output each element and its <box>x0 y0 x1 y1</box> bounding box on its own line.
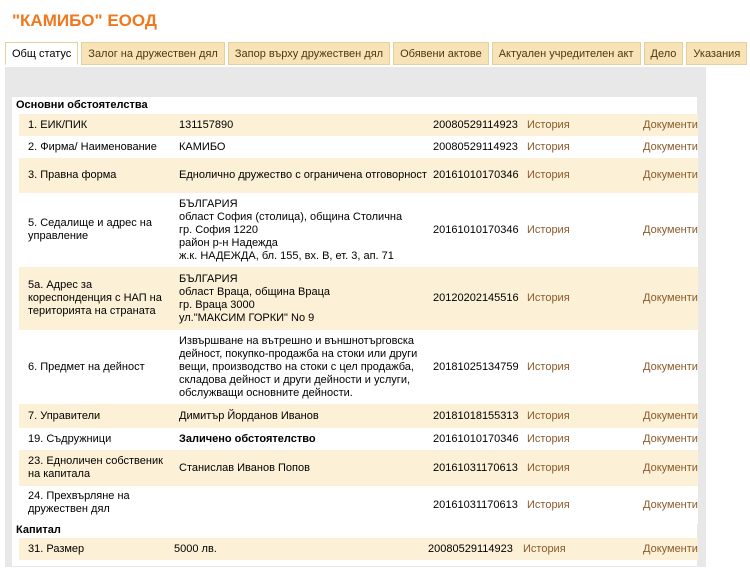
table-row <box>19 193 698 267</box>
row-value: БЪЛГАРИЯ област София (столица), община Столична гр. София 1220 район р-н Надежда ж.к. НАДЕЖДА, бл. 155, вх. В, ет. 3, ап. 71 <box>179 197 403 262</box>
history-link[interactable]: История <box>527 498 570 511</box>
tab-case[interactable]: Дело <box>644 42 684 65</box>
tab-general-status[interactable]: Общ статус <box>5 42 78 65</box>
row-value: 131157890 <box>179 118 234 131</box>
table-row <box>19 267 698 330</box>
table-row <box>19 114 698 136</box>
content-panel <box>5 67 706 567</box>
row-date: 20080529114923 <box>428 542 513 555</box>
history-link[interactable]: История <box>527 360 570 373</box>
row-value: Димитър Йорданов Иванов <box>179 409 319 422</box>
row-label: 6. Предмет на дейност <box>28 360 145 373</box>
documents-link[interactable]: Документи <box>643 542 698 555</box>
table-row <box>19 136 698 158</box>
section-main-circumstances: Основни обстоятелства <box>16 99 148 111</box>
tab-founding-act[interactable]: Актуален учредителен акт <box>492 42 641 65</box>
row-date: 20161031170613 <box>433 498 518 511</box>
row-date: 20080529114923 <box>433 140 518 153</box>
table-row <box>19 404 698 428</box>
table-row <box>19 450 698 486</box>
tab-share-distraint[interactable]: Запор върху дружествен дял <box>228 42 390 65</box>
row-date: 20181018155313 <box>433 409 519 422</box>
history-link[interactable]: История <box>527 432 570 445</box>
row-value: 5000 лв. <box>174 542 217 555</box>
history-link[interactable]: История <box>523 542 566 555</box>
row-label: 5. Седалище и адрес на управление <box>28 217 152 242</box>
row-label: 3. Правна форма <box>28 169 117 181</box>
tab-instructions[interactable]: Указания <box>686 42 747 65</box>
documents-link[interactable]: Документи <box>643 292 698 304</box>
row-label: 19. Съдружници <box>28 432 112 445</box>
documents-link[interactable]: Документи <box>643 498 698 511</box>
documents-link[interactable]: Документи <box>643 169 698 181</box>
row-value: Еднолично дружество с ограничена отговорност <box>179 169 427 181</box>
tab-bar <box>5 42 750 67</box>
row-label: 23. Едноличен собственик на капитала <box>28 455 163 480</box>
history-link[interactable]: История <box>527 118 570 131</box>
table-row <box>19 428 698 450</box>
row-value: БЪЛГАРИЯ област Враца, община Враца гр. Враца 3000 ул."МАКСИМ ГОРКИ" No 9 <box>179 272 331 324</box>
row-label: 5а. Адрес за кореспонденция с НАП на територията на страната <box>28 279 162 317</box>
table-row <box>19 538 698 560</box>
row-date: 20120202145516 <box>433 292 519 304</box>
row-date: 20161010170346 <box>433 169 519 181</box>
row-value: Извършване на вътрешно и външнотърговска дейност, покупко-продажба на стоки или други вещи, производство на стоки с цел продажба, складова дейност и други дейности и услуги, обслужващи основните дейности. <box>179 334 418 399</box>
row-value: КАМИБО <box>179 140 226 153</box>
documents-link[interactable]: Документи <box>643 432 698 445</box>
row-label: 24. Прехвърляне на дружествен дял <box>28 490 130 515</box>
tab-announced-acts[interactable]: Обявени актове <box>393 42 489 65</box>
history-link[interactable]: История <box>527 461 570 474</box>
row-value: Заличено обстоятелство <box>179 432 316 445</box>
documents-link[interactable]: Документи <box>643 360 698 373</box>
row-date: 20080529114923 <box>433 118 518 131</box>
table-row <box>19 330 698 404</box>
documents-link[interactable]: Документи <box>643 409 698 422</box>
documents-link[interactable]: Документи <box>643 461 698 474</box>
tab-share-pledge[interactable]: Залог на дружествен дял <box>81 42 225 65</box>
history-link[interactable]: История <box>527 223 570 236</box>
row-label: 1. ЕИК/ПИК <box>28 118 88 131</box>
table-row <box>19 486 698 524</box>
section-capital: Капитал <box>16 524 61 536</box>
documents-link[interactable]: Документи <box>643 223 698 236</box>
row-date: 20161010170346 <box>433 223 519 236</box>
row-date: 20161031170613 <box>433 461 518 474</box>
circumstances-table <box>12 97 697 566</box>
row-label: 7. Управители <box>28 409 101 422</box>
row-label: 2. Фирма/ Наименование <box>28 140 157 153</box>
row-date: 20161010170346 <box>433 432 519 445</box>
history-link[interactable]: История <box>527 292 570 304</box>
documents-link[interactable]: Документи <box>643 118 698 131</box>
history-link[interactable]: История <box>527 409 570 422</box>
table-row <box>19 158 698 193</box>
row-value <box>179 486 434 524</box>
history-link[interactable]: История <box>527 169 570 181</box>
row-value: Станислав Иванов Попов <box>179 461 310 474</box>
history-link[interactable]: История <box>527 140 570 153</box>
documents-link[interactable]: Документи <box>643 140 698 153</box>
row-label: 31. Размер <box>28 542 85 555</box>
row-date: 20181025134759 <box>433 360 519 373</box>
company-title: "КАМИБО" ЕООД <box>12 11 157 30</box>
